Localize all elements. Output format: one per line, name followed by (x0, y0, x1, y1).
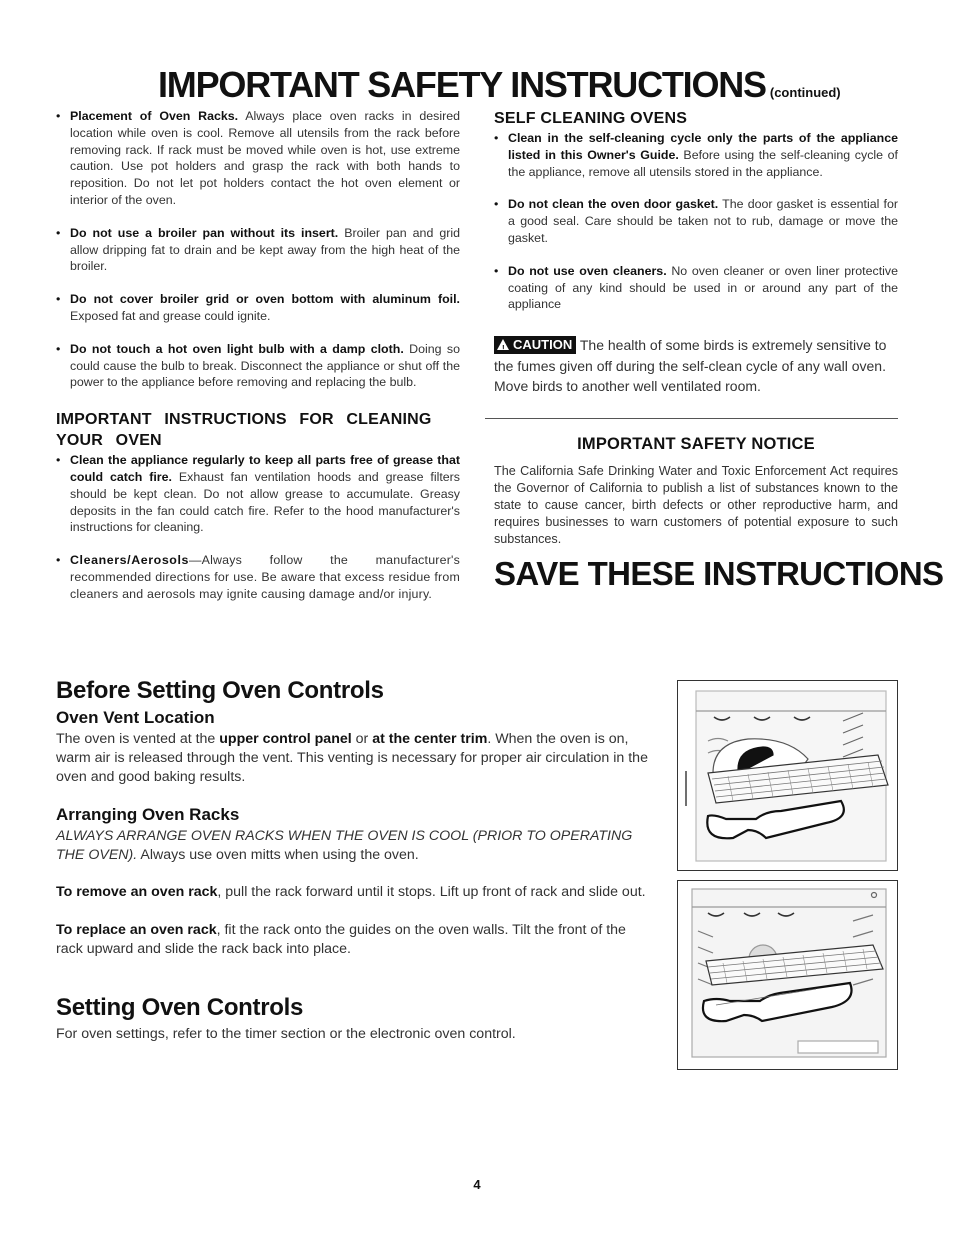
racks-italic-text: ALWAYS ARRANGE OVEN RACKS WHEN THE OVEN IS COOL (PRIOR TO OPERATING THE OVEN). (56, 828, 633, 863)
vent-text-bold: at the center trim (372, 731, 488, 747)
bullet-bold: Cleaners/Aerosols (70, 553, 190, 568)
remove-rack-text (56, 883, 654, 902)
bullet-door-gasket (494, 196, 898, 246)
bullet-cleaners-aerosols (56, 552, 460, 602)
bullet-self-clean-parts (494, 130, 898, 180)
vent-location-heading: Oven Vent Location (56, 708, 215, 727)
bullet-bold: Do not use a broiler pan without its insert. (70, 225, 339, 240)
self-cleaning-heading: SELF CLEANING OVENS (494, 110, 688, 127)
bullet-text: No oven cleaner or oven liner protective coating of any kind should be used in or around any part of the appliance (508, 263, 898, 312)
replace-rack-text (56, 921, 654, 959)
cleaning-heading: IMPORTANT INSTRUCTIONS FOR CLEANING YOUR OVEN (56, 411, 432, 450)
page-title (158, 64, 841, 106)
caution-text: The health of some birds is extremely sensitive to the fumes given off during the self-clean cycle of any wall oven. Move birds to another well ventilated room. (494, 337, 887, 395)
replace-rack-bold: To replace an oven rack (56, 922, 217, 938)
bullet-text: Exhaust fan ventilation hoods and grease filters should be kept clean. Do not allow grease to accumulate. Greasy deposits in the fan could catch fire. Refer to the hood manufacturer's instructions for cleaning. (70, 469, 460, 535)
setting-controls-heading: Setting Oven Controls (56, 994, 304, 1021)
bullet-bold: Placement of Oven Racks. (70, 109, 239, 123)
arranging-racks-text (56, 827, 654, 865)
page-title-continued: (continued) (769, 85, 841, 100)
page-number: 4 (473, 1177, 481, 1192)
left-column (56, 108, 460, 603)
bullet-text: Before using the self-cleaning cycle of the appliance, remove all utensils stored in the appliance. (508, 147, 898, 179)
bullet-rack-placement (56, 108, 460, 209)
vent-text-part: . When the oven is on, warm air is released through the vent. This venting is necessary for proper air circulation in the oven and good baking results. (56, 731, 648, 785)
right-column (494, 108, 898, 397)
caution-paragraph (494, 335, 898, 397)
vent-text-part: The oven is vented at the (56, 731, 220, 747)
setting-controls-text: For oven settings, refer to the timer section or the electronic oven control. (56, 1026, 516, 1042)
bullet-broiler-pan (56, 225, 460, 275)
bullet-bold: Do not touch a hot oven light bulb with a damp cloth. (70, 341, 404, 356)
caution-label: CAUTION (513, 337, 573, 353)
section-divider (485, 418, 898, 419)
remove-rack-bold: To remove an oven rack (56, 884, 218, 900)
caution-badge (494, 336, 576, 354)
oven-racks-illustration (677, 880, 898, 1070)
vent-location-text (56, 730, 654, 787)
bullet-bold: Clean in the self-cleaning cycle only the parts of the appliance listed in this Owner's Guide. (508, 131, 898, 162)
notice-text: The California Safe Drinking Water and Toxic Enforcement Act requires the Governor of California to publish a list of substances known to the state to cause cancer, birth defects or other reproductive harm, and requires businesses to warn customers of potential exposure to such substances. (494, 464, 898, 546)
vent-text-bold: upper control panel (219, 731, 352, 747)
page-title-text: IMPORTANT SAFETY INSTRUCTIONS (158, 64, 766, 105)
notice-heading: IMPORTANT SAFETY NOTICE (577, 435, 815, 453)
notice-heading-wrap (494, 435, 898, 454)
bullet-light-bulb (56, 341, 460, 391)
bullet-text: Always place oven racks in desired location while oven is cool. Remove all utensils from the rack before removing rack. If rack must be moved while oven is hot, use extreme caution. Use pot holders and grasp the rack with both hands to reposition. Do not let pot holders contact the hot oven element or interior of the oven. (70, 109, 461, 207)
oven-vent-illustration (677, 680, 898, 871)
racks-text: Always use oven mitts when using the oven. (137, 847, 419, 863)
remove-rack-detail: , pull the rack forward until it stops. Lift up front of rack and slide out. (217, 884, 646, 900)
bullet-text: —Always follow the manufacturer's recommended directions for use. Be aware that excess residue from cleaners and aerosols may ignite causing damage and/or injury. (70, 553, 460, 601)
warning-triangle-icon: ! (497, 339, 509, 350)
save-instructions-title: SAVE THESE INSTRUCTIONS (494, 555, 944, 592)
bullet-text: Exposed fat and grease could ignite. (70, 308, 271, 323)
bullet-aluminum-foil (56, 291, 460, 325)
bullet-clean-regularly (56, 452, 460, 536)
vent-text-part: or (351, 731, 373, 747)
bullet-bold: Clean the appliance regularly to keep all parts free of grease that could catch fire. (70, 453, 460, 484)
bullet-text: The door gasket is essential for a good seal. Care should be taken not to rub, damage or move the gasket. (508, 197, 899, 245)
bullet-text: Doing so could cause the bulb to break. Disconnect the appliance or shut off the power to the appliance before removing and replacing the bulb. (70, 341, 460, 390)
bullet-oven-cleaners (494, 263, 898, 313)
before-setting-heading: Before Setting Oven Controls (56, 677, 384, 704)
bullet-bold: Do not use oven cleaners. (508, 263, 667, 278)
bullet-text: Broiler pan and grid allow dripping fat to drain and be kept away from the high heat of the broiler. (70, 225, 460, 274)
arranging-racks-heading: Arranging Oven Racks (56, 805, 240, 824)
bullet-bold: Do not cover broiler grid or oven bottom with aluminum foil. (70, 292, 460, 307)
replace-rack-detail: , fit the rack onto the guides on the oven walls. Tilt the front of the rack upward and slide the rack back into place. (56, 922, 626, 957)
bullet-bold: Do not clean the oven door gasket. (508, 197, 719, 212)
